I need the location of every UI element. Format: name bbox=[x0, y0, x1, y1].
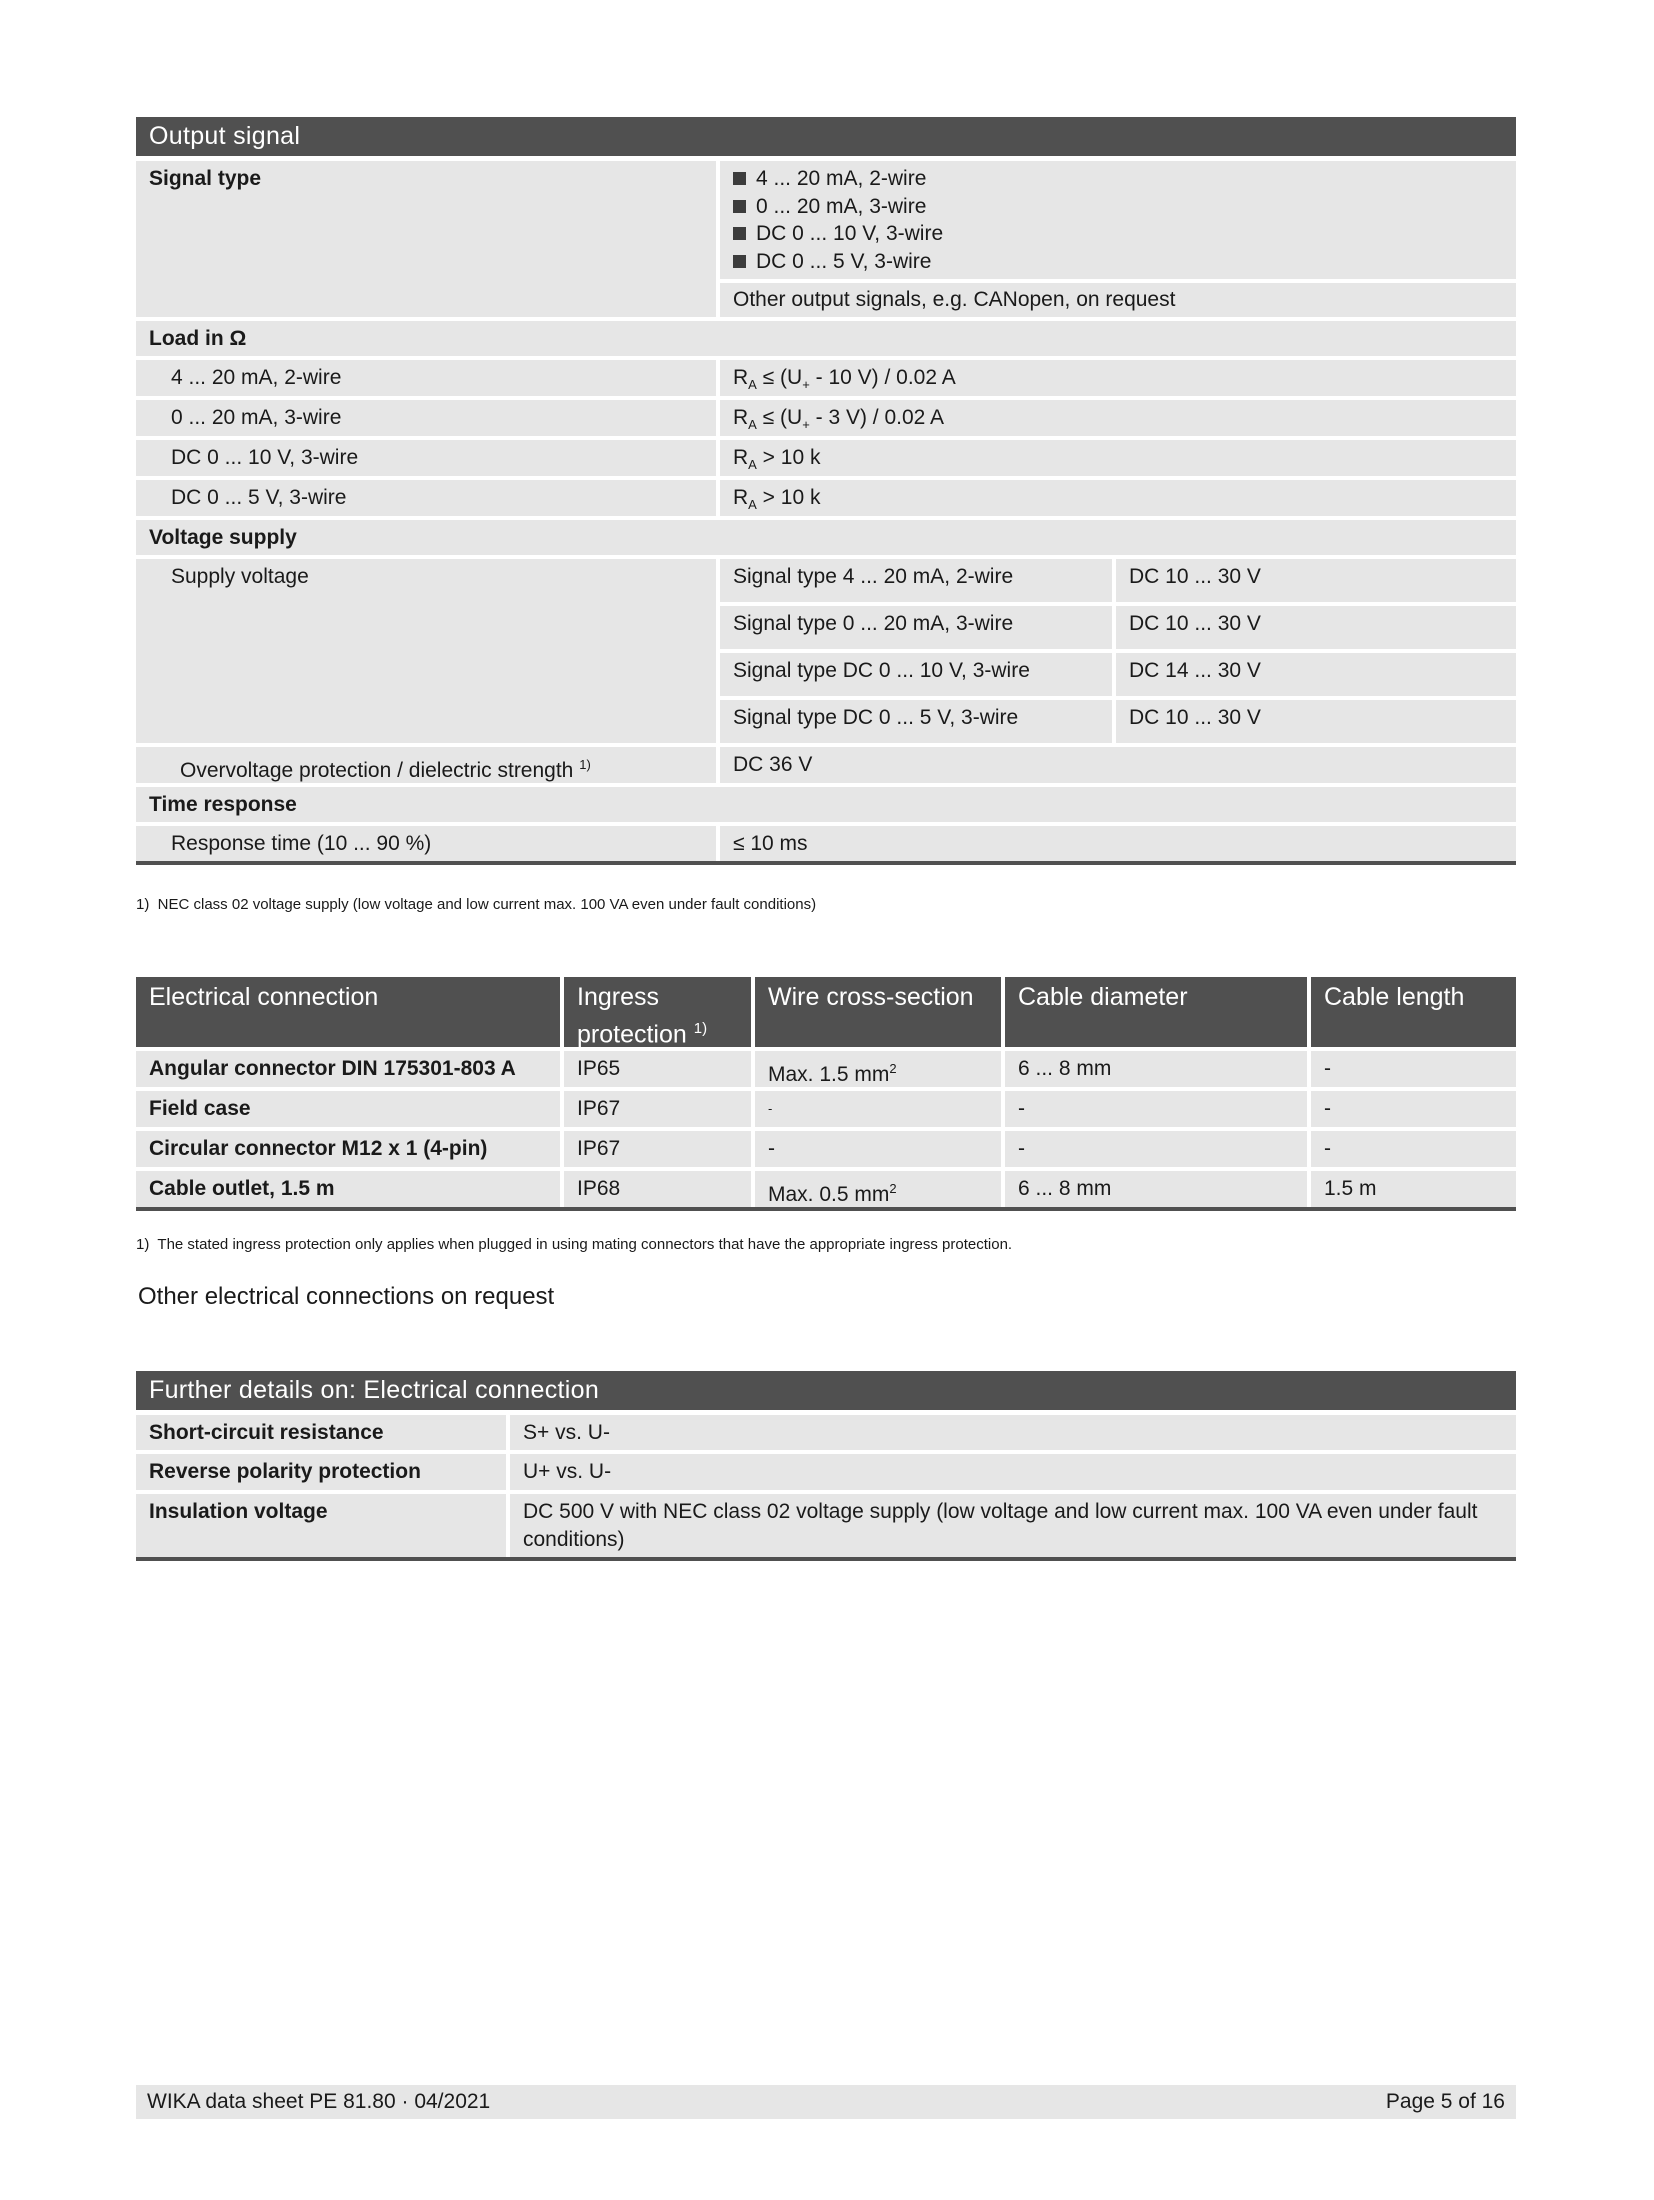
connection-length: 1.5 m bbox=[1311, 1171, 1516, 1207]
load-row-value: $R_A > 10$ k bbox=[720, 480, 1516, 516]
connection-name: Angular connector DIN 175301-803 A bbox=[136, 1051, 560, 1087]
bullet-square-icon bbox=[733, 172, 746, 185]
detail-label: Short-circuit resistance bbox=[136, 1415, 506, 1450]
detail-value: S+ vs. U- bbox=[510, 1415, 1516, 1450]
supply-value: DC 10 ... 30 V bbox=[1116, 700, 1516, 743]
col-header-wire-cross-section: Wire cross-section bbox=[755, 977, 1001, 1047]
col-header-cable-diameter: Cable diameter bbox=[1005, 977, 1307, 1047]
col-header-electrical-connection: Electrical connection bbox=[136, 977, 560, 1047]
load-row-value: $R_A \le (U_+ - 10$ V) / 0.02 A bbox=[720, 360, 1516, 396]
signal-type-label: Signal type bbox=[136, 161, 716, 317]
signal-type-list bbox=[720, 161, 1516, 279]
load-row-label: 4 ... 20 mA, 2-wire bbox=[136, 360, 716, 396]
connection-wire: - bbox=[755, 1131, 1001, 1167]
supply-signal-type: Signal type 4 ... 20 mA, 2-wire bbox=[720, 559, 1112, 602]
connection-name: Field case bbox=[136, 1091, 560, 1127]
connection-length: - bbox=[1311, 1091, 1516, 1127]
col-header-ingress-protection: Ingress protection $^{1)}$ bbox=[564, 977, 751, 1047]
footnote-ref: 1) bbox=[579, 757, 591, 772]
page-footer bbox=[136, 2085, 1516, 2119]
footer-page-number: Page 5 of 16 bbox=[1385, 2090, 1505, 2113]
supply-voltage-label: Supply voltage bbox=[136, 559, 716, 743]
electrical-connection-footnote: 1) The stated ingress protection only applies when plugged in using mating connectors that have the appropriate ingress protection. bbox=[136, 1236, 1013, 1253]
connection-diameter: 6 ... 8 mm bbox=[1005, 1051, 1307, 1087]
electrical-connection-table bbox=[136, 977, 1516, 1213]
voltage-supply-label: Voltage supply bbox=[136, 520, 1516, 555]
col-header-cable-length: Cable length bbox=[1311, 977, 1516, 1047]
bullet-square-icon bbox=[733, 200, 746, 213]
load-row-label: 0 ... 20 mA, 3-wire bbox=[136, 400, 716, 436]
load-row-label: DC 0 ... 10 V, 3-wire bbox=[136, 440, 716, 476]
signal-type-item: 4 ... 20 mA, 2-wire bbox=[733, 165, 1516, 193]
bullet-square-icon bbox=[733, 227, 746, 240]
connection-wire: Max. 0.5 $mm^2$ bbox=[755, 1171, 1001, 1207]
supply-value: DC 14 ... 30 V bbox=[1116, 653, 1516, 696]
supply-signal-type: Signal type DC 0 ... 5 V, 3-wire bbox=[720, 700, 1112, 743]
connection-diameter: - bbox=[1005, 1131, 1307, 1167]
signal-type-item: DC 0 ... 5 V, 3-wire bbox=[733, 248, 1516, 276]
table-bottom-rule bbox=[136, 1557, 1516, 1561]
load-row-value: $R_A \le (U_+ - 3$ V) / 0.02 A bbox=[720, 400, 1516, 436]
connection-ip: IP67 bbox=[564, 1091, 751, 1127]
further-details-table bbox=[136, 1371, 1516, 1563]
connection-diameter: 6 ... 8 mm bbox=[1005, 1171, 1307, 1207]
footer-datasheet-ref: WIKA data sheet PE 81.80 · 04/2021 bbox=[147, 2090, 491, 2113]
footnote-ref: 1) bbox=[693, 1020, 708, 1037]
output-signal-footnote: 1) NEC class 02 voltage supply (low voltage and low current max. 100 VA even under fault conditions) bbox=[136, 896, 817, 913]
overvoltage-value: DC 36 V bbox=[720, 747, 1516, 783]
connection-diameter: - bbox=[1005, 1091, 1307, 1127]
bullet-square-icon bbox=[733, 255, 746, 268]
connection-ip: IP65 bbox=[564, 1051, 751, 1087]
detail-label: Reverse polarity protection bbox=[136, 1454, 506, 1490]
connection-ip: IP67 bbox=[564, 1131, 751, 1167]
table-bottom-rule bbox=[136, 861, 1516, 865]
overvoltage-label: Overvoltage protection / dielectric strength $^{1)}$ bbox=[136, 747, 716, 783]
supply-value: DC 10 ... 30 V bbox=[1116, 559, 1516, 602]
supply-value: DC 10 ... 30 V bbox=[1116, 606, 1516, 649]
connection-name: Cable outlet, 1.5 m bbox=[136, 1171, 560, 1207]
load-row-label: DC 0 ... 5 V, 3-wire bbox=[136, 480, 716, 516]
connection-name: Circular connector M12 x 1 (4-pin) bbox=[136, 1131, 560, 1167]
load-label: Load in Ω bbox=[136, 321, 1516, 356]
connection-length: - bbox=[1311, 1131, 1516, 1167]
other-output-signals: Other output signals, e.g. CANopen, on request bbox=[720, 283, 1516, 317]
further-details-header: Further details on: Electrical connection bbox=[136, 1371, 1516, 1410]
connection-ip: IP68 bbox=[564, 1171, 751, 1207]
load-row-value: $R_A > 10$ k bbox=[720, 440, 1516, 476]
response-time-value: ≤ 10 ms bbox=[720, 826, 1516, 861]
detail-value: U+ vs. U- bbox=[510, 1454, 1516, 1490]
output-signal-table bbox=[136, 117, 1516, 871]
connection-wire: - bbox=[755, 1091, 1001, 1127]
connection-length: - bbox=[1311, 1051, 1516, 1087]
signal-type-item: DC 0 ... 10 V, 3-wire bbox=[733, 220, 1516, 248]
detail-label: Insulation voltage bbox=[136, 1494, 506, 1557]
time-response-label: Time response bbox=[136, 787, 1516, 822]
detail-value: DC 500 V with NEC class 02 voltage supply (low voltage and low current max. 100 VA even under fault conditions) bbox=[510, 1494, 1516, 1557]
supply-signal-type: Signal type DC 0 ... 10 V, 3-wire bbox=[720, 653, 1112, 696]
response-time-label: Response time (10 ... 90 %) bbox=[136, 826, 716, 861]
other-connections-note: Other electrical connections on request bbox=[138, 1283, 555, 1310]
signal-type-item: 0 ... 20 mA, 3-wire bbox=[733, 193, 1516, 221]
output-signal-header: Output signal bbox=[136, 117, 1516, 156]
supply-signal-type: Signal type 0 ... 20 mA, 3-wire bbox=[720, 606, 1112, 649]
table-bottom-rule bbox=[136, 1207, 1516, 1211]
connection-wire: Max. 1.5 $mm^2$ bbox=[755, 1051, 1001, 1087]
